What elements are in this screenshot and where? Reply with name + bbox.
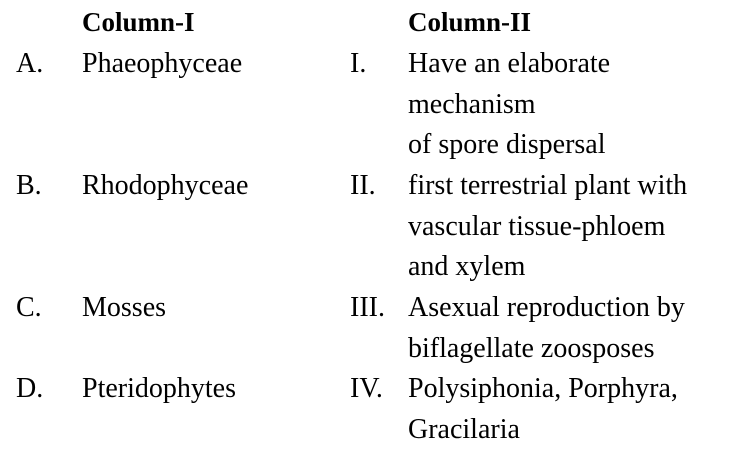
description-line: Asexual reproduction by: [408, 292, 685, 323]
row-item: Phaeophyceae: [82, 48, 243, 79]
description-line: and xylem: [408, 251, 526, 282]
row-letter: A.: [16, 48, 44, 79]
column-ii-header: Column-II: [408, 7, 532, 37]
row-description: [408, 166, 687, 288]
description-line: Polysiphonia, Porphyra,: [408, 373, 678, 404]
row-letter: D.: [16, 373, 44, 404]
row-roman: II.: [350, 170, 376, 201]
row-description: [408, 44, 610, 166]
description-line: of spore dispersal: [408, 129, 606, 160]
row-description: [408, 369, 678, 450]
description-line: Have an elaborate: [408, 48, 611, 79]
row-roman: I.: [350, 48, 367, 79]
row-letter: C.: [16, 292, 42, 323]
row-item: Rhodophyceae: [82, 170, 249, 201]
description-line: biflagellate zoosposes: [408, 332, 655, 364]
row-item: Pteridophytes: [82, 373, 236, 404]
row-roman: IV.: [350, 373, 383, 404]
description-line: vascular tissue-phloem: [408, 210, 666, 242]
description-line: first terrestrial plant with: [408, 170, 688, 201]
row-description: [408, 288, 685, 369]
row-item: Mosses: [82, 292, 167, 323]
column-i-header: Column-I: [82, 7, 195, 37]
description-line: Gracilaria: [408, 413, 520, 445]
description-line: mechanism: [408, 88, 536, 120]
row-letter: B.: [16, 170, 42, 201]
row-roman: III.: [350, 292, 385, 323]
